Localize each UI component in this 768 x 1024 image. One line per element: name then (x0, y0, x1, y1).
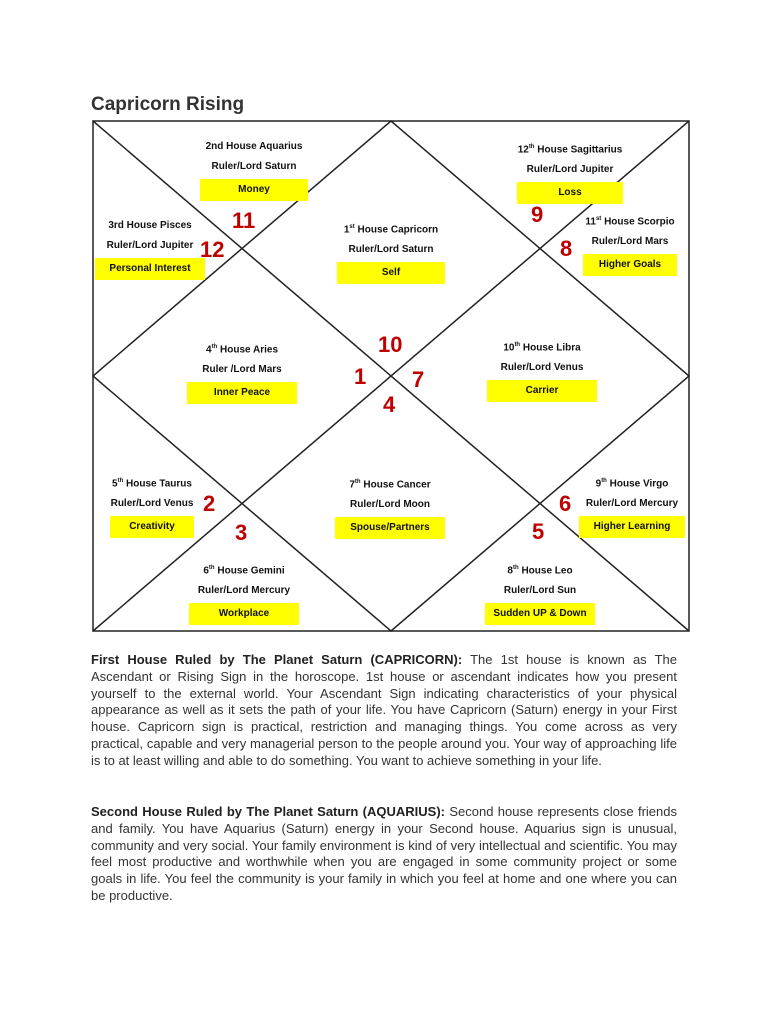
house-number-4: 4 (383, 392, 396, 417)
house-number-10: 10 (378, 332, 403, 357)
house-3-ruler: Ruler/Lord Jupiter (106, 240, 194, 251)
house-8-meaning: Sudden UP & Down (485, 603, 595, 625)
house-12-name: 12th House Sagittarius (517, 144, 623, 156)
house-7-ruler: Ruler/Lord Moon (350, 499, 430, 511)
house-5 (82, 474, 222, 538)
house-2-meaning: Money (200, 179, 308, 201)
house-4-meaning: Inner Peace (187, 382, 297, 404)
house-8-name: 8th House Leo (507, 565, 573, 577)
house-2-ruler: Ruler/Lord Saturn (211, 161, 297, 172)
house-6-ruler: Ruler/Lord Mercury (197, 585, 291, 597)
house-10 (472, 338, 612, 402)
house-1 (321, 220, 461, 284)
house-number-2: 2 (203, 491, 216, 516)
house-12 (500, 140, 640, 204)
house-8-ruler: Ruler/Lord Sun (503, 585, 577, 597)
house-number-6: 6 (559, 491, 572, 516)
house-10-meaning: Carrier (487, 380, 597, 402)
house-9-meaning: Higher Learning (579, 516, 685, 538)
paragraph-second-house (91, 804, 677, 905)
house-number-12: 12 (200, 237, 225, 262)
house-1-meaning: Self (337, 262, 445, 284)
house-number-11: 11 (232, 208, 256, 233)
house-1-name: 1st House Capricorn (343, 224, 439, 236)
paragraph-first-house-body: The 1st house is known as The Ascendant or Rising Sign in the horoscope. 1st house or ascendant indicates how you present yourself to the external world. Your Ascendant Sign indicating characteristics of your physical appearance as well as it sets the path of your life. You have Capricorn (Saturn) energy in your First house. Capricorn sign is practical, restriction and managing things. You come across as very practical, capable and very managerial person to the people around you. Your way of approaching life is to at least willing and able to do something. You want to achieve something in your life. (91, 652, 677, 768)
house-number-7: 7 (412, 367, 425, 392)
house-4-ruler: Ruler /Lord Mars (202, 364, 282, 376)
house-number-5: 5 (532, 519, 545, 544)
house-7-meaning: Spouse/Partners (335, 517, 445, 539)
house-7-name: 7th House Cancer (349, 479, 431, 491)
house-2-name: 2nd House Aquarius (205, 141, 303, 152)
astrology-chart (92, 120, 690, 632)
house-2 (184, 140, 324, 201)
house-8 (470, 561, 610, 625)
house-12-meaning: Loss (517, 182, 623, 204)
house-7 (320, 475, 460, 539)
house-number-9: 9 (531, 202, 544, 227)
house-10-ruler: Ruler/Lord Venus (500, 362, 584, 374)
house-11 (560, 212, 700, 276)
house-4-name: 4th House Aries (206, 344, 278, 356)
house-6 (174, 561, 314, 625)
house-6-name: 6th House Gemini (203, 565, 285, 577)
house-5-name: 5th House Taurus (112, 478, 192, 490)
house-5-ruler: Ruler/Lord Venus (110, 498, 194, 510)
house-3 (80, 219, 220, 280)
house-number-1: 1 (354, 364, 367, 389)
house-number-3: 3 (235, 520, 248, 545)
house-4 (172, 340, 312, 404)
page-title: Capricorn Rising (91, 94, 245, 115)
house-9-ruler: Ruler/Lord Mercury (585, 498, 679, 510)
house-12-ruler: Ruler/Lord Jupiter (526, 164, 614, 176)
house-1-ruler: Ruler/Lord Saturn (348, 244, 434, 256)
house-11-meaning: Higher Goals (583, 254, 677, 276)
house-10-name: 10th House Libra (503, 342, 581, 354)
house-11-name: 11st House Scorpio (585, 216, 675, 228)
house-9 (562, 474, 702, 538)
paragraph-first-house (91, 652, 677, 770)
house-9-name: 9th House Virgo (595, 478, 669, 490)
house-6-meaning: Workplace (189, 603, 299, 625)
paragraph-second-house-body: Second house represents close friends and family. You have Aquarius (Saturn) energy in your Second house. Aquarius sign is unusual, community and very social. Your family environment is kind of very intellectual and scientific. You may feel most productive and worthwhile when you are engaged in some community project or some goals in life. You feel the community is your family in which you feel at home and one where you can be productive. (91, 804, 677, 903)
paragraph-second-house-heading: Second House Ruled by The Planet Saturn (AQUARIUS): (91, 804, 445, 819)
house-number-8: 8 (560, 236, 573, 261)
house-11-ruler: Ruler/Lord Mars (591, 236, 669, 248)
paragraph-first-house-heading: First House Ruled by The Planet Saturn (CAPRICORN): (91, 652, 463, 667)
house-3-meaning: Personal Interest (95, 258, 205, 280)
house-3-name: 3rd House Pisces (108, 220, 192, 231)
house-5-meaning: Creativity (110, 516, 194, 538)
